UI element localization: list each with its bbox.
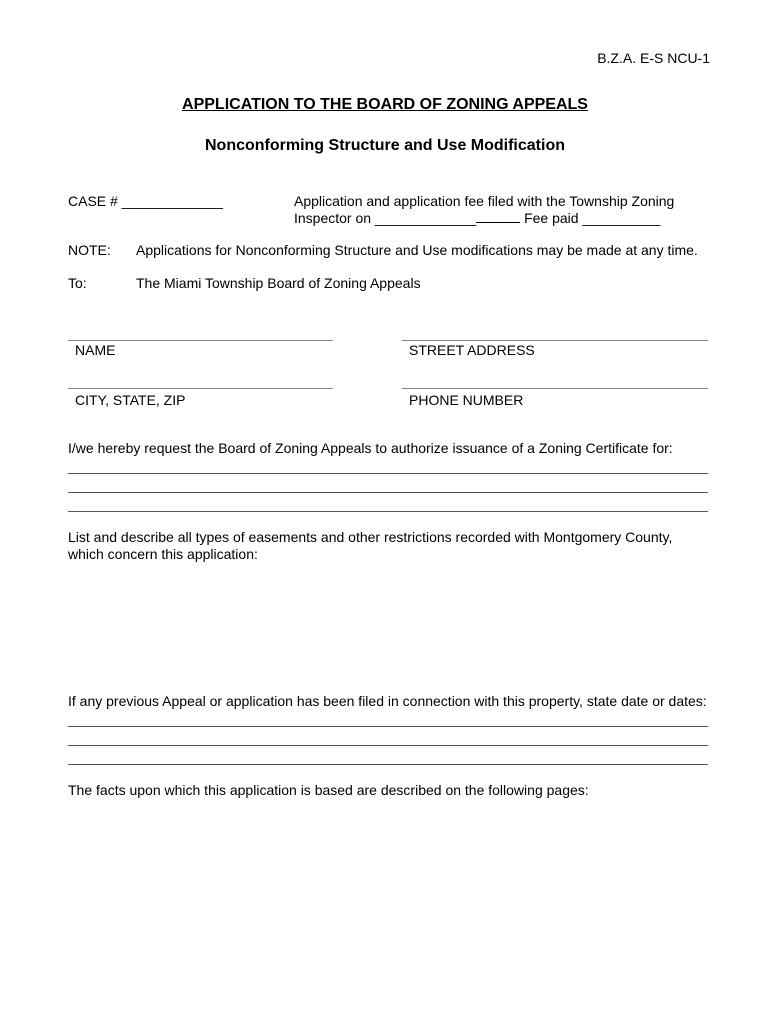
fee-paid-label: Fee paid (524, 210, 579, 226)
street-address-label: STREET ADDRESS (409, 342, 535, 358)
easements-answer-area[interactable] (68, 570, 708, 680)
phone-number-label: PHONE NUMBER (409, 392, 524, 408)
street-address-signature-line[interactable] (402, 340, 708, 341)
facts-text: The facts upon which this application is based are described on the following pages: (68, 782, 589, 798)
request-answer-line-1[interactable] (68, 473, 708, 474)
inspector-date-blank[interactable]: _____________ (374, 210, 477, 226)
filing-line-2 (294, 210, 660, 227)
phone-number-signature-line[interactable] (402, 388, 708, 389)
name-signature-line[interactable] (68, 340, 333, 341)
filing-line-1: Application and application fee filed with the Township Zoning (294, 193, 675, 209)
easements-text-line-2: which concern this application: (68, 546, 258, 562)
name-label: NAME (75, 342, 116, 358)
city-state-zip-signature-line[interactable] (68, 388, 333, 389)
to-label: To: (68, 275, 87, 291)
to-text: The Miami Township Board of Zoning Appeals (136, 275, 421, 291)
previous-appeal-line-2[interactable] (68, 745, 708, 746)
note-label: NOTE: (68, 242, 111, 258)
previous-appeal-line-3[interactable] (68, 764, 708, 765)
previous-appeal-line-1[interactable] (68, 726, 708, 727)
inspector-label: Inspector on (294, 210, 372, 226)
request-answer-line-3[interactable] (68, 511, 708, 512)
form-code: B.Z.A. E-S NCU-1 (597, 50, 710, 66)
fee-paid-blank[interactable]: __________ (582, 210, 661, 226)
page-subtitle: Nonconforming Structure and Use Modification (204, 137, 565, 154)
request-answer-line-2[interactable] (68, 492, 708, 493)
easements-text-line-1: List and describe all types of easements and other restrictions recorded with Montgomery County, (68, 529, 673, 545)
case-number-label: CASE # (68, 193, 118, 209)
case-number-blank: _____________ (121, 193, 223, 209)
previous-appeal-text: If any previous Appeal or application has been filed in connection with this property, state date or dates: (68, 693, 707, 709)
case-number-field[interactable] (68, 193, 223, 210)
page-title: APPLICATION TO THE BOARD OF ZONING APPEALS (182, 96, 588, 113)
request-text: I/we hereby request the Board of Zoning Appeals to authorize issuance of a Zoning Certificate for: (68, 440, 673, 456)
note-text: Applications for Nonconforming Structure and Use modifications may be made at any time. (136, 242, 698, 258)
city-state-zip-label: CITY, STATE, ZIP (75, 392, 186, 408)
